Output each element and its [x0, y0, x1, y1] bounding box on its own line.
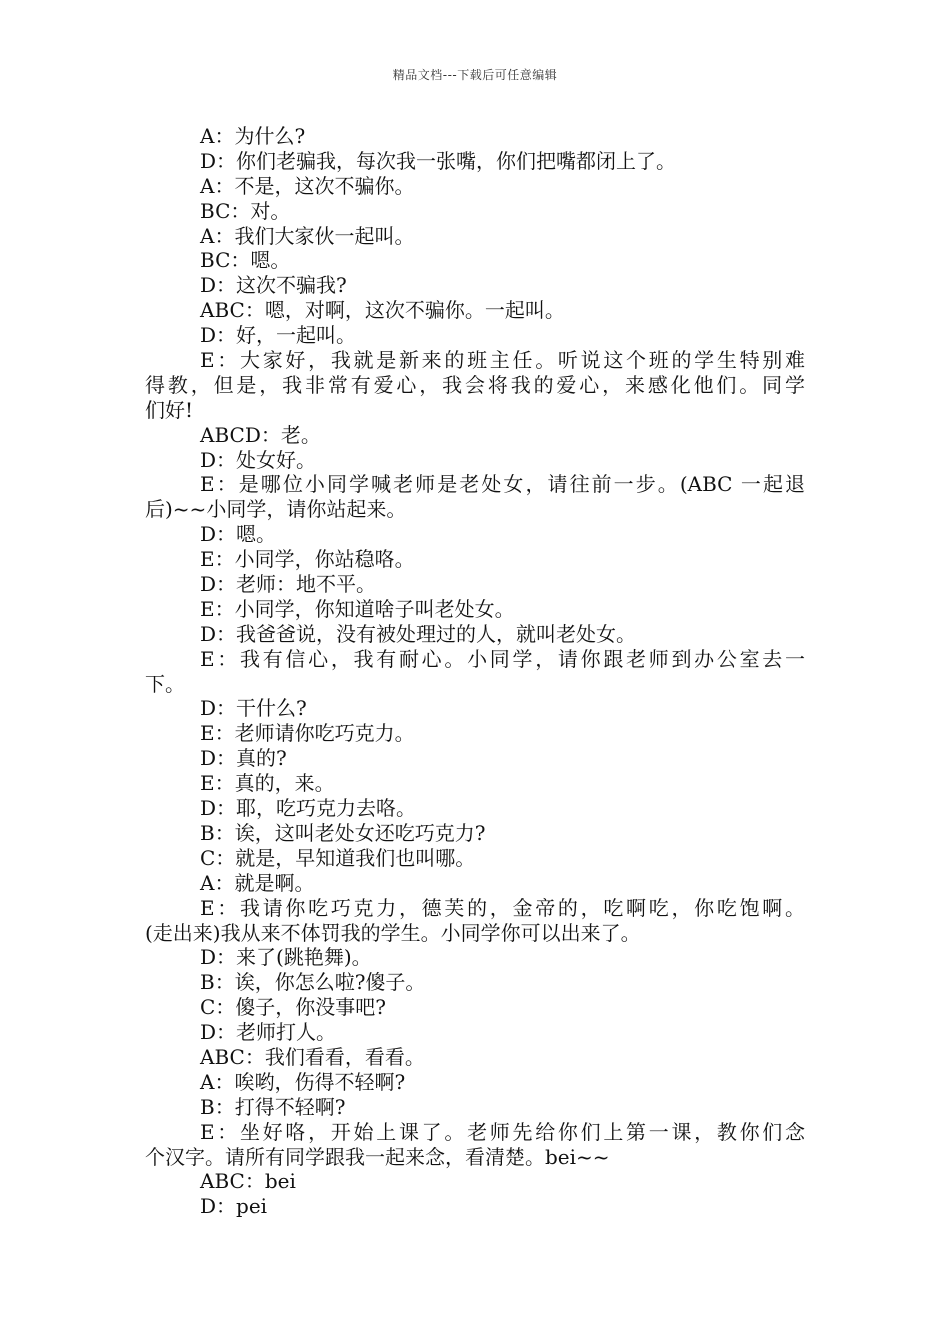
dialogue-line: B：打得不轻啊? [200, 1094, 346, 1119]
dialogue-line: C：就是，早知道我们也叫哪。 [200, 845, 476, 870]
dialogue-line: D：来了(跳艳舞)。 [200, 945, 372, 970]
dialogue-line: E：是哪位小同学喊老师是老处女，请往前一步。(ABC 一起退 [200, 472, 805, 497]
dialogue-line: E：大家好，我就是新来的班主任。听说这个班的学生特别难 [200, 348, 805, 373]
dialogue-line: D：这次不骗我? [200, 273, 347, 298]
dialogue-line: A：为什么? [200, 124, 306, 148]
dialogue-line: E：我请你吃巧克力，德芙的，金帝的，吃啊吃，你吃饱啊。 [200, 895, 805, 920]
dialogue-line: BC：对。 [200, 198, 291, 223]
script-text [145, 124, 805, 1219]
dialogue-line-continuation: (走出来)我从来不体罚我的学生。小同学你可以出来了。 [145, 920, 641, 945]
dialogue-line: A：唉哟，伤得不轻啊? [200, 1069, 406, 1094]
dialogue-line: ABC：bei [200, 1169, 296, 1194]
dialogue-line-continuation: 们好! [145, 397, 194, 422]
dialogue-line: D：老师打人。 [200, 1020, 337, 1045]
dialogue-line: D：嗯。 [200, 522, 277, 547]
dialogue-line: E：老师请你吃巧克力。 [200, 721, 415, 746]
dialogue-line: E：我有信心，我有耐心。小同学，请你跟老师到办公室去一 [200, 646, 805, 671]
dialogue-line-continuation: 个汉字。请所有同学跟我一起来念，看清楚。bei~~ [145, 1144, 610, 1169]
dialogue-line: ABC：我们看看，看看。 [200, 1044, 425, 1069]
dialogue-line-continuation: 得教，但是，我非常有爱心，我会将我的爱心，来感化他们。同学 [145, 372, 805, 397]
dialogue-line: B：诶，你怎么啦?傻子。 [200, 970, 426, 995]
dialogue-line: B：诶，这叫老处女还吃巧克力? [200, 820, 486, 845]
dialogue-line: A：就是啊。 [200, 870, 315, 895]
dialogue-line: D：真的? [200, 746, 287, 771]
dialogue-line: D：耶，吃巧克力去咯。 [200, 796, 417, 821]
dialogue-line: BC：嗯。 [200, 248, 291, 273]
dialogue-line: C：傻子，你没事吧? [200, 995, 387, 1020]
dialogue-line: ABC：嗯，对啊，这次不骗你。一起叫。 [200, 298, 565, 323]
dialogue-line: ABCD：老。 [200, 422, 321, 447]
dialogue-line: A：不是，这次不骗你。 [200, 173, 415, 198]
dialogue-line: D：我爸爸说，没有被处理过的人，就叫老处女。 [200, 621, 637, 646]
page-header: 精品文档---下载后可任意编辑 [392, 68, 558, 82]
dialogue-line: D：好，一起叫。 [200, 323, 357, 348]
dialogue-line-continuation: 下。 [145, 671, 185, 696]
dialogue-line: D：pei [200, 1194, 268, 1219]
dialogue-line: D：老师：地不平。 [200, 572, 377, 597]
dialogue-line-continuation: 后)~~小同学，请你站起来。 [145, 497, 407, 522]
dialogue-line: A：我们大家伙一起叫。 [200, 223, 415, 248]
dialogue-line: E：真的，来。 [200, 771, 335, 796]
dialogue-line: D：你们老骗我，每次我一张嘴，你们把嘴都闭上了。 [200, 148, 677, 173]
dialogue-line: E：小同学，你知道啥子叫老处女。 [200, 596, 515, 621]
dialogue-line: E：小同学，你站稳咯。 [200, 547, 415, 572]
dialogue-line: D：处女好。 [200, 447, 317, 472]
dialogue-line: D：干什么? [200, 696, 307, 721]
dialogue-line: E：坐好咯，开始上课了。老师先给你们上第一课，教你们念 [200, 1119, 805, 1144]
